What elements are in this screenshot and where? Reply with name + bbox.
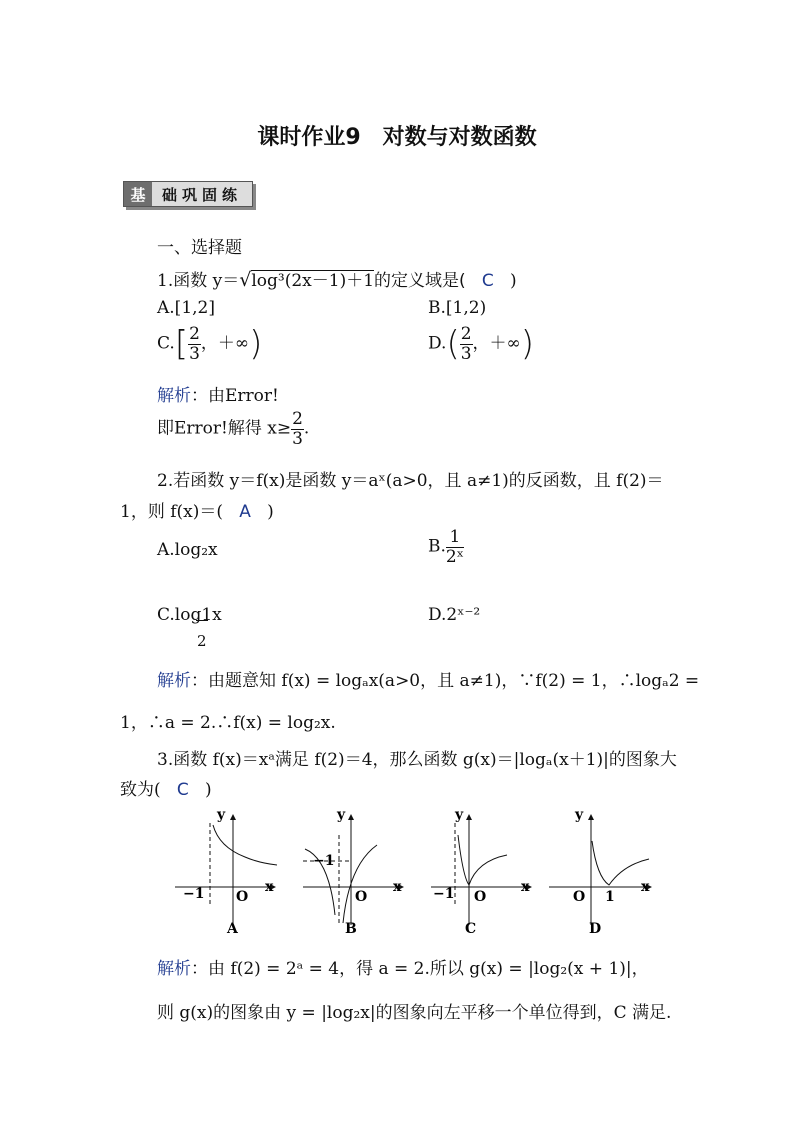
svg-text:O: O bbox=[474, 889, 487, 905]
q3-solution-line2: 则 g(x)的图象由 y = |log₂x|的图象向左平移一个单位得到，C 满足. bbox=[157, 1003, 672, 1023]
svg-text:x: x bbox=[393, 879, 402, 895]
q1-stem: 1.函数 y＝√log³(2x－1)＋1的定义域是( C ) bbox=[157, 269, 517, 291]
svg-text:D: D bbox=[589, 921, 602, 937]
q1-radicand: log³(2x－1)＋1 bbox=[251, 271, 375, 291]
q3-stem-line2: 致为( C ) bbox=[120, 780, 212, 800]
svg-text:B: B bbox=[345, 921, 357, 937]
q2-solution-line1: 解析：由题意知 f(x) = logₐx(a>0，且 a≠1)，∵f(2) = 1，∴logₐ2 = bbox=[157, 671, 700, 691]
q1-solution-line2: 即Error!解得 x≥ $\frac{2}{3}$ . bbox=[157, 409, 310, 449]
q1-option-b: B.[1,2) bbox=[428, 298, 487, 318]
svg-text:y: y bbox=[575, 807, 584, 823]
section-badge bbox=[123, 181, 253, 207]
q1-close: ) bbox=[509, 271, 517, 291]
q2-option-c-base: 2 bbox=[197, 632, 207, 650]
page-title: 课时作业9 对数与对数函数 bbox=[257, 125, 537, 150]
q1-answer: C bbox=[481, 271, 494, 291]
q2-option-c: C.log1x bbox=[157, 605, 222, 625]
graph-d bbox=[549, 807, 650, 937]
svg-text:O: O bbox=[573, 889, 586, 905]
svg-text:C: C bbox=[465, 921, 477, 937]
q1-option-c: C.[ $\frac{2}{3}$ ，＋∞) bbox=[157, 323, 263, 364]
svg-text:y: y bbox=[455, 807, 464, 823]
q2-stem-line2: 1，则 f(x)＝( A ) bbox=[120, 502, 274, 522]
svg-text:−1: −1 bbox=[183, 886, 205, 902]
badge-rest: 础巩固练 bbox=[152, 182, 252, 206]
section-heading: 一、选择题 bbox=[157, 238, 242, 258]
badge-first-char: 基 bbox=[124, 182, 152, 206]
q2-option-b: B. $\frac{1}{\text{2ˣ}}$ bbox=[428, 527, 464, 567]
q2-option-a: A.log₂x bbox=[157, 540, 218, 560]
svg-text:y: y bbox=[217, 807, 226, 823]
q1-suffix: 的定义域是( bbox=[374, 271, 466, 291]
q2-stem-line1: 2.若函数 y＝f(x)是函数 y＝aˣ(a>0，且 a≠1)的反函数，且 f(2)＝ bbox=[157, 471, 664, 491]
graph-c bbox=[431, 807, 530, 937]
svg-text:y: y bbox=[337, 807, 346, 823]
svg-text:−1: −1 bbox=[313, 853, 335, 869]
q1-option-a: A.[1,2] bbox=[157, 298, 215, 318]
q1-solution-label: 解析 bbox=[157, 386, 191, 406]
svg-text:A: A bbox=[227, 921, 238, 937]
svg-text:x: x bbox=[521, 879, 530, 895]
q1-solution-line1: 解析：由Error! bbox=[157, 386, 279, 406]
q3-stem-line1: 3.函数 f(x)＝xᵃ满足 f(2)＝4，那么函数 g(x)＝|logₐ(x＋1)|的图象大 bbox=[157, 750, 677, 770]
q1-prefix: 1.函数 y＝ bbox=[157, 271, 240, 291]
svg-text:1: 1 bbox=[605, 889, 615, 905]
svg-text:x: x bbox=[265, 879, 274, 895]
svg-text:O: O bbox=[355, 889, 368, 905]
q1-option-d: D.( $\frac{2}{3}$ ，＋∞) bbox=[428, 323, 534, 364]
graph-b bbox=[303, 807, 402, 937]
q2-solution-line2: 1，∴a = 2.∴f(x) = log₂x. bbox=[120, 713, 336, 733]
q2-option-c-fracbar bbox=[196, 620, 208, 621]
q2-option-d: D.2ˣ⁻² bbox=[428, 605, 481, 625]
q3-graphs bbox=[165, 805, 665, 940]
svg-text:O: O bbox=[236, 889, 249, 905]
graph-a bbox=[175, 807, 277, 937]
svg-text:x: x bbox=[641, 879, 650, 895]
svg-text:−1: −1 bbox=[433, 886, 455, 902]
q3-solution-line1: 解析：由 f(2) = 2ᵃ = 4，得 a = 2.所以 g(x) = |log₂(x + 1)|， bbox=[157, 959, 649, 979]
